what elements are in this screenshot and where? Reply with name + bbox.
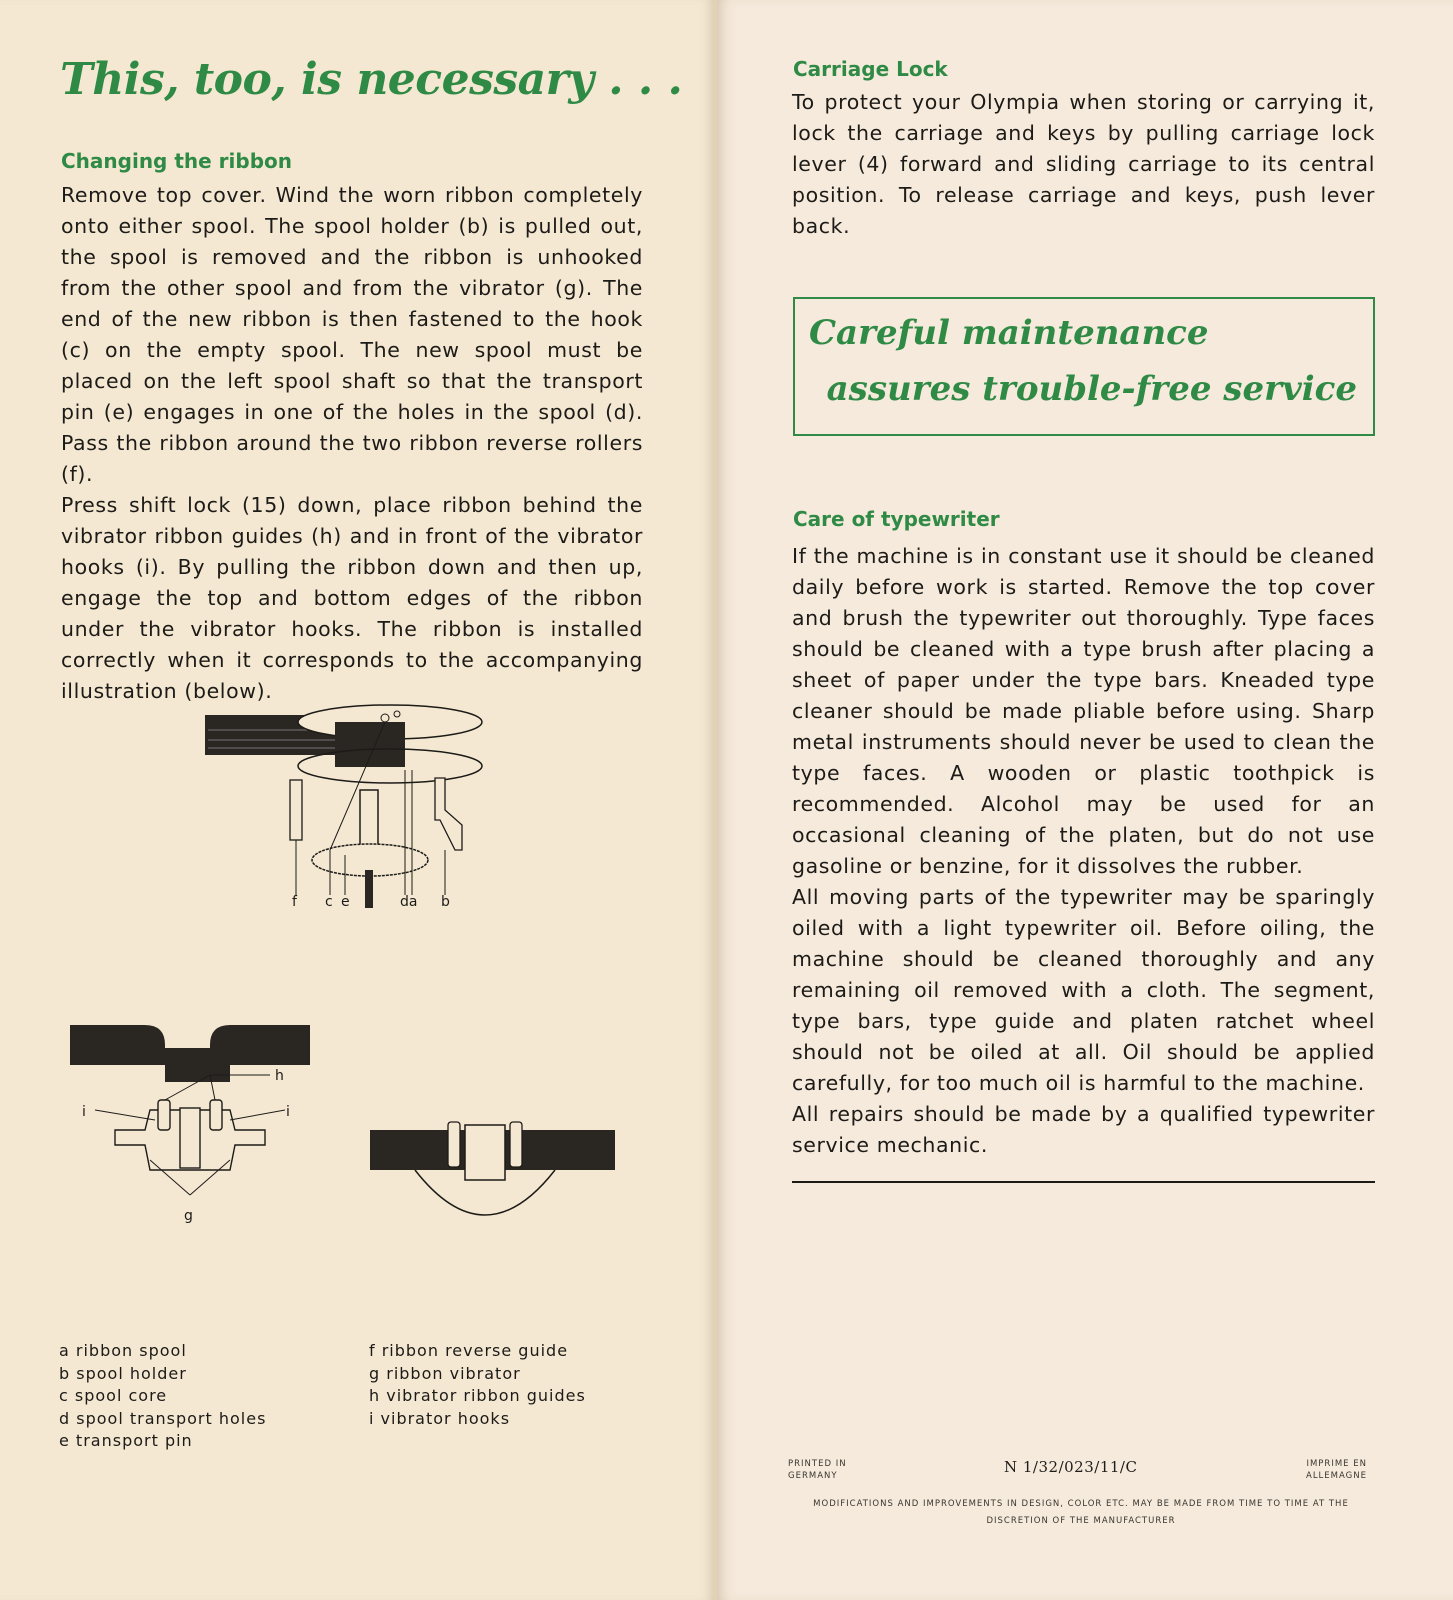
vibrator-ribbon xyxy=(70,1025,310,1082)
ribbon-paragraph-2: Press shift lock (15) down, place ribbon behind the vibrator ribbon guides (h) and in front of the vibrator hooks (i). By pulling the ribbon down and then up, engage the top and bottom edges of the ribbon under the vibrator hooks. The ribbon is installed correctly when it corresponds to the accompanying illustration (below). xyxy=(61,493,643,703)
spool-holder xyxy=(435,778,462,850)
installed-guide-right xyxy=(510,1122,522,1167)
heading-carriage-lock: Carriage Lock xyxy=(793,57,948,81)
legend-item: a ribbon spool xyxy=(59,1341,187,1360)
vibrator-guide xyxy=(210,1100,222,1130)
legend-item: e transport pin xyxy=(59,1431,193,1450)
legend-left xyxy=(59,1340,266,1453)
imprime-line-2: ALLEMAGNE xyxy=(1306,1471,1367,1481)
label-i-right: i xyxy=(286,1104,290,1120)
reverse-roller xyxy=(290,780,302,840)
spool-diagram xyxy=(200,700,490,930)
legend-item: b spool holder xyxy=(59,1363,187,1383)
carriage-lock-paragraph: To protect your Olympia when storing or carrying it, lock the carriage and keys by pulling carriage lock lever (4) forward and sliding carriage to its central position. To release carriage and keys, push lever back. xyxy=(792,90,1375,238)
disclaimer: MODIFICATIONS AND IMPROVEMENTS IN DESIGN, COLOR ETC. MAY BE MADE FROM TIME TO TIME AT THE DISCRETION OF THE MANUFACTURER xyxy=(813,1499,1349,1526)
legend-item: c spool core xyxy=(59,1386,168,1405)
ribbon-instructions xyxy=(61,180,643,707)
installed-ribbon-diagram xyxy=(370,1120,620,1250)
imprime-en xyxy=(1306,1458,1367,1482)
legend-item: h vibrator ribbon guides xyxy=(369,1386,586,1405)
installed-guide-left xyxy=(448,1122,460,1167)
label-f: f xyxy=(292,894,297,910)
legend-right xyxy=(369,1340,586,1430)
slogan-box xyxy=(793,297,1375,436)
vibrator-diagram xyxy=(70,1020,320,1260)
print-code: N 1/32/023/11/C xyxy=(1004,1458,1138,1476)
page-title: This, too, is necessary . . . xyxy=(60,54,683,105)
care-text xyxy=(792,541,1375,1161)
installed-vibrator xyxy=(465,1125,505,1180)
label-h: h xyxy=(275,1068,284,1084)
label-e: e xyxy=(341,894,350,910)
page-fold xyxy=(713,0,717,1600)
label-g: g xyxy=(184,1208,193,1224)
horizontal-rule xyxy=(792,1181,1375,1183)
legend-item: d spool transport holes xyxy=(59,1408,267,1428)
legend-item: g ribbon vibrator xyxy=(369,1363,521,1383)
ribbon-paragraph-1: Remove top cover. Wind the worn ribbon completely onto either spool. The spool holder (b) is pulled out, the spool is removed and the ribbon is unhooked from the other spool and from the vibrator (g). The end of the new ribbon is then fastened to the hook (c) on the empty spool. The new spool must be placed on the left spool shaft so that the transport pin (e) engages in one of the holes in the spool (d). Pass the ribbon around the two ribbon reverse rollers (f). xyxy=(61,183,643,486)
heading-care-of-typewriter: Care of typewriter xyxy=(793,507,1000,531)
label-da: da xyxy=(400,894,418,910)
printed-in-line-2: GERMANY xyxy=(788,1471,838,1481)
slogan-line-2: assures trouble-free service xyxy=(826,369,1357,409)
care-paragraph-1: If the machine is in constant use it should be cleaned daily before work is started. Remove the top cover and brush the typewriter out thoroughly. Type faces should be cleaned with a type brush after placing a sheet of paper under the type bars. Kneaded type cleaner should be made pliable before using. Sharp metal instruments should never be used to clean the type faces. A wooden or plastic toothpick is recommended. Alcohol may be used for an occasional cleaning of the platen, but do not use gasoline or benzine, for it dissolves the rubber. xyxy=(792,544,1375,878)
label-b: b xyxy=(441,894,450,910)
legend-item: i vibrator hooks xyxy=(369,1408,511,1428)
imprime-line-1: IMPRIME EN xyxy=(1306,1459,1367,1469)
vibrator-center xyxy=(180,1108,200,1168)
printed-in xyxy=(788,1458,847,1482)
vibrator-guide xyxy=(158,1100,170,1130)
label-c: c xyxy=(325,894,333,910)
ribbon-roll xyxy=(335,722,405,767)
printed-in-line-1: PRINTED IN xyxy=(788,1459,847,1469)
shaft-base xyxy=(365,870,373,908)
care-paragraph-2: All moving parts of the typewriter may be sparingly oiled with a light typewriter oil. Before oiling, the machine should be cleaned thoroughly and any remaining oil removed with a cloth. The segment, type bars, type guide and platen ratchet wheel should not be oiled at all. Oil should be applied carefully, for too much oil is harmful to the machine. xyxy=(792,885,1375,1095)
carriage-lock-text xyxy=(792,87,1375,242)
slogan-line-1: Careful maintenance xyxy=(809,313,1209,353)
legend-item: f ribbon reverse guide xyxy=(369,1341,569,1360)
heading-changing-ribbon: Changing the ribbon xyxy=(61,149,292,173)
care-paragraph-3: All repairs should be made by a qualified typewriter service mechanic. xyxy=(792,1102,1375,1157)
label-i-left: i xyxy=(82,1104,86,1120)
